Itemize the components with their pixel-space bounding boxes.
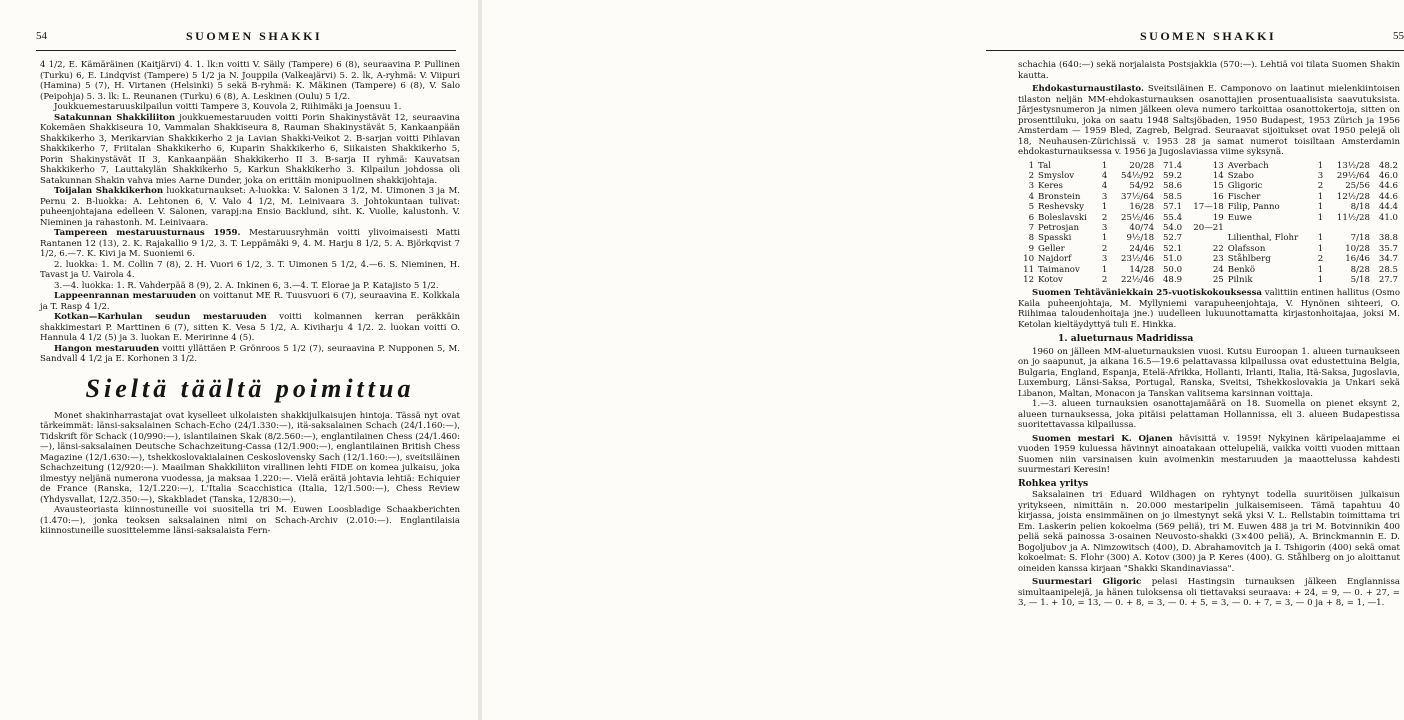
paragraph <box>40 228 460 260</box>
table-cell: 22½/46 <box>1121 274 1155 285</box>
table-cell: 8/28 <box>1350 264 1370 275</box>
table-cell: Euwe <box>1227 212 1252 223</box>
table-cell: 14/28 <box>1129 264 1155 275</box>
paragraph-text: pelasi Hastingsin turnauksen jälkeen Englannissa simultaanipelejä, ja hänen tuloksensa oli tiettavaksi seuraava: + 24, = 9, — 0. + 27, = 3, — 1. + 10, = 13, — 0. + 8, = 3, — 0. + 5, = 3, — 0. + 7, = 3, — 0 ja + 8, = 1, —1. <box>1018 577 1400 609</box>
table-cell: Najdorf <box>1038 254 1072 265</box>
table-cell: 15 <box>1212 181 1224 192</box>
paragraph-text: Sveitsiläinen E. Camponovo on laatinut mielenkiintoisen tilaston neljän MM-ehdokasturnauksen osanottajien prosentuaalisista saavutuksista. Järjestysnumeron ja nimen jälkeen oleva numero tarkoittaa osanottokertoja, sitten on prosenttiluku, joka on saatu 1948 Saltsjöbaden, 1950 Budapest, 1953 Zürich ja 1956 Amsterdam — 1959 Bled, Zagreb, Belgrad. Seuraavat sijoitukset ovat 1950 pelejä oli 18, Neuhausen-Zürichissä v. 1953 28 ja samat numerot toisiltaan Amsterdamin ehdokasturnauksessa v. 1956 ja Jugoslaviassa viime syksynä. <box>1018 84 1400 157</box>
table-cell: 10/28 <box>1345 243 1370 254</box>
table-cell: 38.8 <box>1378 233 1398 244</box>
lead-in: Hangon mestaruuden <box>54 343 160 354</box>
table-cell: 44.6 <box>1378 191 1398 202</box>
subheading: Rohkea yritys <box>1018 477 1089 489</box>
paragraph: 4 1/2, E. Kämäräinen (Kaitjärvi) 4. 1. lk:n voitti V. Säily (Tampere) 6 (8), seuraavina P. Pullinen (Turku) 6, E. Lindqvist (Tampere) 5 1/2 ja N. Jouppila (Valkeajärvi) 5. 2. lk, A-ryhmä: V. Viipuri (Hamina) 5 (7), H. Virtanen (Helsinki) 5 sekä B-ryhmä: K. Mäkinen (Tampere) 6 (8), V. Salo (Peipohja) 5. 3. lk: L. Reunanen (Turku) 6 (8), A. Leskinen (Oulu) 5 1/2. <box>40 60 460 102</box>
table-cell: 1 <box>1317 264 1324 275</box>
paragraph <box>1018 577 1400 609</box>
left-page-header <box>36 28 456 51</box>
table-cell: 3 <box>1028 181 1035 192</box>
table-cell: 1 <box>1101 264 1108 275</box>
table-cell: 13½/28 <box>1336 160 1370 171</box>
table-cell: 1 <box>1317 274 1324 285</box>
left-page <box>0 0 480 720</box>
table-cell: 1 <box>1028 160 1035 171</box>
table-cell: 16/46 <box>1345 254 1370 265</box>
right-page-header <box>986 28 1404 51</box>
paragraph-text: voitti yllättäen P. Grönroos 5 1/2 (7), seuraavina P. Nupponen 5, M. Sandvall 4 1/2 ja E. Korhonen 3 1/2. <box>40 343 460 364</box>
lead-in: Suomen mestari K. Ojanen <box>1032 433 1173 444</box>
table-cell: 51.0 <box>1162 254 1183 265</box>
table-cell: 2 <box>1101 274 1108 285</box>
paragraph: 3.—4. luokka: 1. R. Vahderpää 8 (9), 2. A. Inkinen 6, 3.—4. T. Elorae ja P. Katajisto 5 1/2. <box>54 280 439 291</box>
table-cell: 24/46 <box>1129 243 1155 254</box>
paragraph <box>40 186 460 228</box>
table-cell: 24 <box>1212 264 1224 275</box>
table-row <box>1018 244 1400 254</box>
table-cell: Boleslavski <box>1038 212 1087 223</box>
right-column <box>1018 60 1400 609</box>
table-cell: 3 <box>1101 191 1108 202</box>
paragraph: Saksalainen tri Eduard Wildhagen on ryhtynyt todella suuritöisen julkaisun yritykseen, nimittäin n. 20.000 mestaripelin julkaisemiseen. Tämä tapahtuu 40 kirjassa, joista ensimmäinen on jo ilmestynyt sekä yksi V. L. Rellstabin toimittama tri Em. Laskerin pelien kokoelma (569 peliä), tri M. Euwen 488 ja tri M. Botvinnikin 400 peliä sekä painossa 3-osainen Neuvosto-shakki (3×400 peliä), A. Brinckmannin E. D. Bogoljubov ja A. Nimzowitsch (400), D. Abrahamovitch ja I. Tshigorin (400) sekä omat kokoelmat: S. Flohr (300) A. Kotov (300) ja P. Keres (400). G. Ståhlberg on jo aloittanut oineiden kanssa kirjaan "Shakki Skandinaviassa". <box>1018 490 1400 574</box>
paragraph-text: voitti kolmannen kerran peräkkäin shakkimestari P. Marttinen 6 (7), sitten K. Vesa 5 1/2, A. Kiviharju 4 1/2. 2. luokan voitti O. Hannula 4 1/2 (5) ja 3. luokan E. Meririnne 4 (5). <box>40 312 461 343</box>
table-cell: Lilienthal, Flohr <box>1227 233 1299 244</box>
table-cell: 58.6 <box>1162 181 1183 192</box>
table-cell: 12½/28 <box>1336 191 1370 202</box>
paragraph: Monet shakinharrastajat ovat kyselleet ulkolaisten shakkijulkaisujen hintoja. Tässä nyt ovat tärkeimmät: länsi-saksalainen Schach-Echo (24/1.330:—), itä-saksalainen Schach (24/1.160:—), Tidskrift för Schack (10/990:—), islantilainen Skak (8/2.560:—), englantilainen Chess (24/1.460:—), länsi-saksalainen Deutsche Schachzeitung-Cassa (12/1.900:—), englantilainen British Chess Magazine (12/1.630:—), tshekkoslovakialainen Ceskoslovensky Sach (12/1.160:—), sveitsiläinen Schachzeitung (12/920:—). Maailman Shakkiliiton virallinen lehti FIDE on komea julkaisu, joka ilmestyy neljänä numerona vuodessa, ja maksaa 1.220:—. Vielä eräitä johtavia lehtiä: Echiquier de France (Ranska, 12/1.220:—), L'Italia Scacchistica (Italia, 12/1.500:—), Chess Review (Yhdysvallat, 12/2.350:—), Skakbladet (Tanska, 12/830:—). <box>40 410 460 505</box>
table-cell: 9 <box>1028 243 1035 254</box>
table-cell: 44.4 <box>1378 202 1398 213</box>
table-cell <box>1226 223 1316 233</box>
table-cell <box>1316 223 1327 233</box>
table-cell <box>1372 223 1400 233</box>
table-cell: Smyslov <box>1038 170 1075 181</box>
table-cell: 54½/92 <box>1121 170 1155 181</box>
table-cell <box>1327 223 1372 233</box>
table-cell: 25 <box>1212 274 1224 285</box>
table-cell: 11 <box>1023 264 1035 275</box>
table-cell: 48.9 <box>1162 274 1183 285</box>
table-cell: 3 <box>1317 170 1324 181</box>
paragraph <box>40 344 460 365</box>
paragraph-text: luokkaturnaukset: A-luokka: V. Salonen 3 1/2, M. Uimonen 3 ja M. Pernu 2. B-luokka: A. Lehtonen 6, V. Valo 4 1/2, M. Leinivaara 3. Johtokuntaan tulivat: puheenjohtajana edelleen V. Salonen, varapj:na Ensio Backlund, siht. K. Vuolle, kalustonh. V. Nieminen ja rahastonh. M. Leinivaara. <box>40 186 460 228</box>
paragraph: 1960 on jälleen MM-alueturnauksien vuosi. Kutsu Euroopan 1. alueen turnaukseen on jo saapunut, ja aikana 16.5—19.6 pelattavassa kilpailussa ovat edustettuina Belgia, Bulgaria, England, Espanja, Etelä-Afrikka, Hollanti, Irlanti, Italia, Itä-Saksa, Jugoslavia, Luxemburg, Länsi-Saksa, Portugal, Ranska, Sveitsi, Tshekkoslovakia ja Unkari sekä Libanon, Maltan, Monacon ja Tanskan valitsema karsinnan voittaja. <box>1018 346 1400 399</box>
table-cell: Keres <box>1038 181 1063 192</box>
table-cell: 16 <box>1212 191 1224 202</box>
table-cell: 71.4 <box>1162 160 1183 171</box>
running-title: SUOMEN SHAKKI <box>1140 29 1277 43</box>
table-cell: 29½/64 <box>1336 170 1370 181</box>
candidates-statistics-table <box>1018 161 1400 286</box>
table-row <box>1018 275 1400 285</box>
table-cell: Filip, Panno <box>1227 202 1280 213</box>
table-cell: 10 <box>1023 254 1035 265</box>
table-cell: 37½/64 <box>1121 191 1155 202</box>
paragraph <box>1018 434 1400 476</box>
table-cell: 55.4 <box>1162 212 1183 223</box>
table-cell: 52.1 <box>1162 243 1183 254</box>
table-cell <box>1184 233 1226 243</box>
table-cell: 1 <box>1101 160 1108 171</box>
table-cell: 1 <box>1317 202 1324 213</box>
table-cell: Fischer <box>1227 191 1261 202</box>
table-cell: 1 <box>1317 212 1324 223</box>
table-cell: 23½/46 <box>1121 254 1155 265</box>
table-cell: 28.5 <box>1378 264 1398 275</box>
table-cell: 14 <box>1212 170 1224 181</box>
table-cell: 19 <box>1212 212 1224 223</box>
table-cell: Olafsson <box>1227 243 1266 254</box>
table-cell: Geller <box>1038 243 1065 254</box>
table-cell: 1 <box>1101 202 1108 213</box>
table-cell: 57.1 <box>1162 202 1183 213</box>
table-cell: Bronstein <box>1038 191 1081 202</box>
lead-in: Tampereen mestaruusturnaus 1959. <box>54 228 241 238</box>
table-cell: 25½/46 <box>1121 212 1155 223</box>
lead-in: Toijalan Shakkikerhon <box>54 186 164 196</box>
table-cell: 58.5 <box>1162 191 1183 202</box>
paragraph: 1.—3. alueen turnauksien osanottajamäärä on 18. Suomella on pienet eksynt 2, alueen turnauksessa, joka pitäisi pelattaman Hollannissa, eli 3. alueen Budapestissa suoritettavassa kilpailussa. <box>1018 399 1400 431</box>
table-cell: 17—18 <box>1193 202 1224 213</box>
page-number: 55 <box>1393 30 1404 42</box>
paragraph: schachia (640:—) sekä norjalaista Postsjakkia (570:—). Lehtiä voi tilata Suomen Shakin kautta. <box>1018 60 1400 81</box>
table-cell: Szabo <box>1227 170 1254 181</box>
table-row <box>1018 223 1400 233</box>
table-cell: 22 <box>1212 243 1224 254</box>
table-cell: 1 <box>1317 160 1324 171</box>
table-cell: 1 <box>1317 233 1324 244</box>
table-cell: Tal <box>1038 160 1051 171</box>
paragraph <box>40 113 460 187</box>
section-banner: Sieltä täältä poimittua <box>85 373 415 403</box>
paragraph-text: Mestaruusryhmän voitti ylivoimaisesti Matti Rantanen 12 (13), 2. K. Rajakallio 9 1/2, 3. T. Leppämäki 9, 4. M. Harju 8 1/2, 5. A. Björkqvist 7 1/2, 6.—7. K. Kivi ja M. Suoniemi 6. <box>40 228 461 259</box>
table-cell: Ståhlberg <box>1227 254 1271 265</box>
table-cell: 48.2 <box>1378 160 1398 171</box>
table-row <box>1018 202 1400 212</box>
table-cell: 20/28 <box>1129 160 1155 171</box>
table-cell: Petrosjan <box>1038 222 1079 233</box>
table-cell: 52.7 <box>1162 233 1183 244</box>
table-cell: 4 <box>1101 181 1108 192</box>
lead-in: Ehdokasturnaustilasto. <box>1032 84 1144 94</box>
table-row <box>1018 171 1400 181</box>
table-cell: 50.0 <box>1162 264 1183 275</box>
table-cell: Taimanov <box>1038 264 1080 275</box>
paragraph: Joukkuemestaruuskilpailun voitti Tampere 3, Kouvola 2, Riihimäki ja Joensuu 1. <box>54 102 402 112</box>
table-cell: Gligoric <box>1227 181 1263 192</box>
paragraph-text: hävisittä v. 1959! Nykyinen käripelaajamme ei vuoden 1959 kuluessa hävinnyt ainoatakaan ottelupeliä, vaikka voitti vuoden mittaan Suomen niin varsinaisen kuin avoimenkin mestaruuden ja maaottelussa kahdesti suurmestari Keresin! <box>1018 433 1400 476</box>
lead-in: Suurmestari Gligoric <box>1032 577 1142 588</box>
table-cell: 11½/28 <box>1336 212 1370 223</box>
table-cell: 12 <box>1023 274 1035 285</box>
table-cell: 1 <box>1317 243 1324 254</box>
table-row <box>1018 213 1400 223</box>
table-cell: 5 <box>1028 202 1035 213</box>
paragraph <box>1018 84 1400 158</box>
table-cell: 44.6 <box>1378 181 1398 192</box>
table-cell: 54/92 <box>1129 181 1155 192</box>
table-cell: Spasski <box>1038 233 1072 244</box>
table-cell: 4 <box>1101 170 1108 181</box>
paragraph: Avausteoriasta kiinnostuneille voi suositella tri M. Euwen Loosbladige Schaakberichten (1.470:—), jonka teoksen saksalainen nimi on Schach-Archiv (2.010:—). Englantilaisia kiinnostuneille suosittelemme länsi-saksalaista Fern- <box>40 505 460 536</box>
table-cell: 6 <box>1028 212 1035 223</box>
table-cell: 16/28 <box>1129 202 1155 213</box>
table-cell: 8/18 <box>1350 202 1370 213</box>
table-cell: 59.2 <box>1162 170 1183 181</box>
table-cell: 7 <box>1028 222 1035 233</box>
paragraph-text: on voittanut ME R. Tuusvuori 6 (7), seuraavina E. Kolkkala ja T. Rasp 4 1/2. <box>40 291 460 312</box>
table-cell: 40/74 <box>1129 222 1155 233</box>
lead-in: Kotkan—Karhulan seudun mestaruuden <box>54 312 267 322</box>
table-row <box>1018 192 1400 202</box>
table-row <box>1018 161 1400 171</box>
table-cell: 3 <box>1101 254 1108 265</box>
table-row <box>1018 254 1400 264</box>
table-row <box>1018 233 1400 243</box>
table-cell: 9½/18 <box>1126 233 1155 244</box>
table-cell: 8 <box>1028 233 1035 244</box>
table-cell: 20—21 <box>1193 222 1224 233</box>
table-cell: 5/18 <box>1350 274 1370 285</box>
paragraph <box>40 312 460 344</box>
subheading: 1. alueturnaus Madridissa <box>1058 333 1194 345</box>
table-cell: Kotov <box>1038 274 1063 285</box>
table-cell: 13 <box>1212 160 1224 171</box>
lead-in: Suomen Tehtäväniekkain 25-vuotiskokouksessa <box>1032 288 1262 299</box>
paragraph: 2. luokka: 1. M. Collin 7 (8), 2. H. Vuori 6 1/2, 3. T. Uimonen 5 1/2, 4.—6. S. Nieminen, H. Tavast ja U. Vairola 4. <box>40 259 460 280</box>
table-cell: 2 <box>1101 212 1108 223</box>
table-cell: 41.0 <box>1378 212 1398 223</box>
table-cell: 25/56 <box>1345 181 1370 192</box>
paragraph-text: valittiin entinen hallitus (Osmo Kaila puheenjohtaja, M. Myllyniemi varapuheenjohtaja, V. Hynönen sihteeri, O. Riihimaa taloudenhoitaja jne.) uudelleen lukuunottamatta kirjastonhoitajaa, joksi M. Ketolan kieltäydyttyä tuli E. Hinkka. <box>1018 288 1400 330</box>
table-cell: 54.0 <box>1162 222 1183 233</box>
left-column <box>40 60 460 537</box>
table-cell: Benkö <box>1227 264 1256 275</box>
table-cell: 34.7 <box>1378 254 1398 265</box>
table-cell: 27.7 <box>1378 274 1398 285</box>
table-cell: 1 <box>1317 191 1324 202</box>
table-row <box>1018 265 1400 275</box>
table-cell: Reshevsky <box>1038 202 1084 213</box>
lead-in: Satakunnan Shakkiliiton <box>54 112 176 123</box>
table-cell: 1 <box>1101 233 1108 244</box>
table-cell: 3 <box>1101 222 1108 233</box>
lead-in: Lappeenrannan mestaruuden <box>54 291 197 301</box>
page-number: 54 <box>36 30 47 42</box>
paragraph <box>1018 288 1400 330</box>
running-title: SUOMEN SHAKKI <box>186 29 323 43</box>
table-cell: 7/18 <box>1350 233 1370 244</box>
table-cell: 2 <box>1317 254 1324 265</box>
paragraph <box>40 291 460 312</box>
table-cell: 4 <box>1028 191 1035 202</box>
table-cell: 46.0 <box>1378 170 1398 181</box>
paragraph-text: joukkuemestaruuden voitti Porin Shakinystävät 12, seuraavina Kokemäen Shakkiseura 10, Vammalan Shakkiseura 8, Rauman Shakinystävät 5, Kankaanpään Shakkikerho 3, Merikarvian Shakkikerho 2 ja Lavian Shakki-Veikot 2. B-sarjan voitti Pihlavan Shakkikerho 7, Friitalan Shakkikerho 6, Kuparin Shakkikerho 6, Siikaisten Shakkikerho 5, Porin Shakinystävät II 3, Kankaanpään Shakkikerho II 3. B-sarja II ryhmä: Kauvatsan Shakkikerho 7, Lauttakylän Shakkikerho 5, Karkun Shakkikerho 3. Kilpailun johdossa oli Satakunnan Shakin vahva mies Aarne Dunder, joka on erittäin monipuolinen shakkijohtaja. <box>40 112 460 186</box>
table-cell: Averbach <box>1227 160 1269 171</box>
right-page <box>480 0 1404 720</box>
table-cell: 2 <box>1028 170 1035 181</box>
table-cell: 23 <box>1212 254 1224 265</box>
table-cell: Pilnik <box>1227 274 1253 285</box>
table-row <box>1018 181 1400 191</box>
table-cell: 2 <box>1101 243 1108 254</box>
table-body <box>1018 161 1400 286</box>
table-cell: 2 <box>1317 181 1324 192</box>
table-cell: 35.7 <box>1378 243 1398 254</box>
